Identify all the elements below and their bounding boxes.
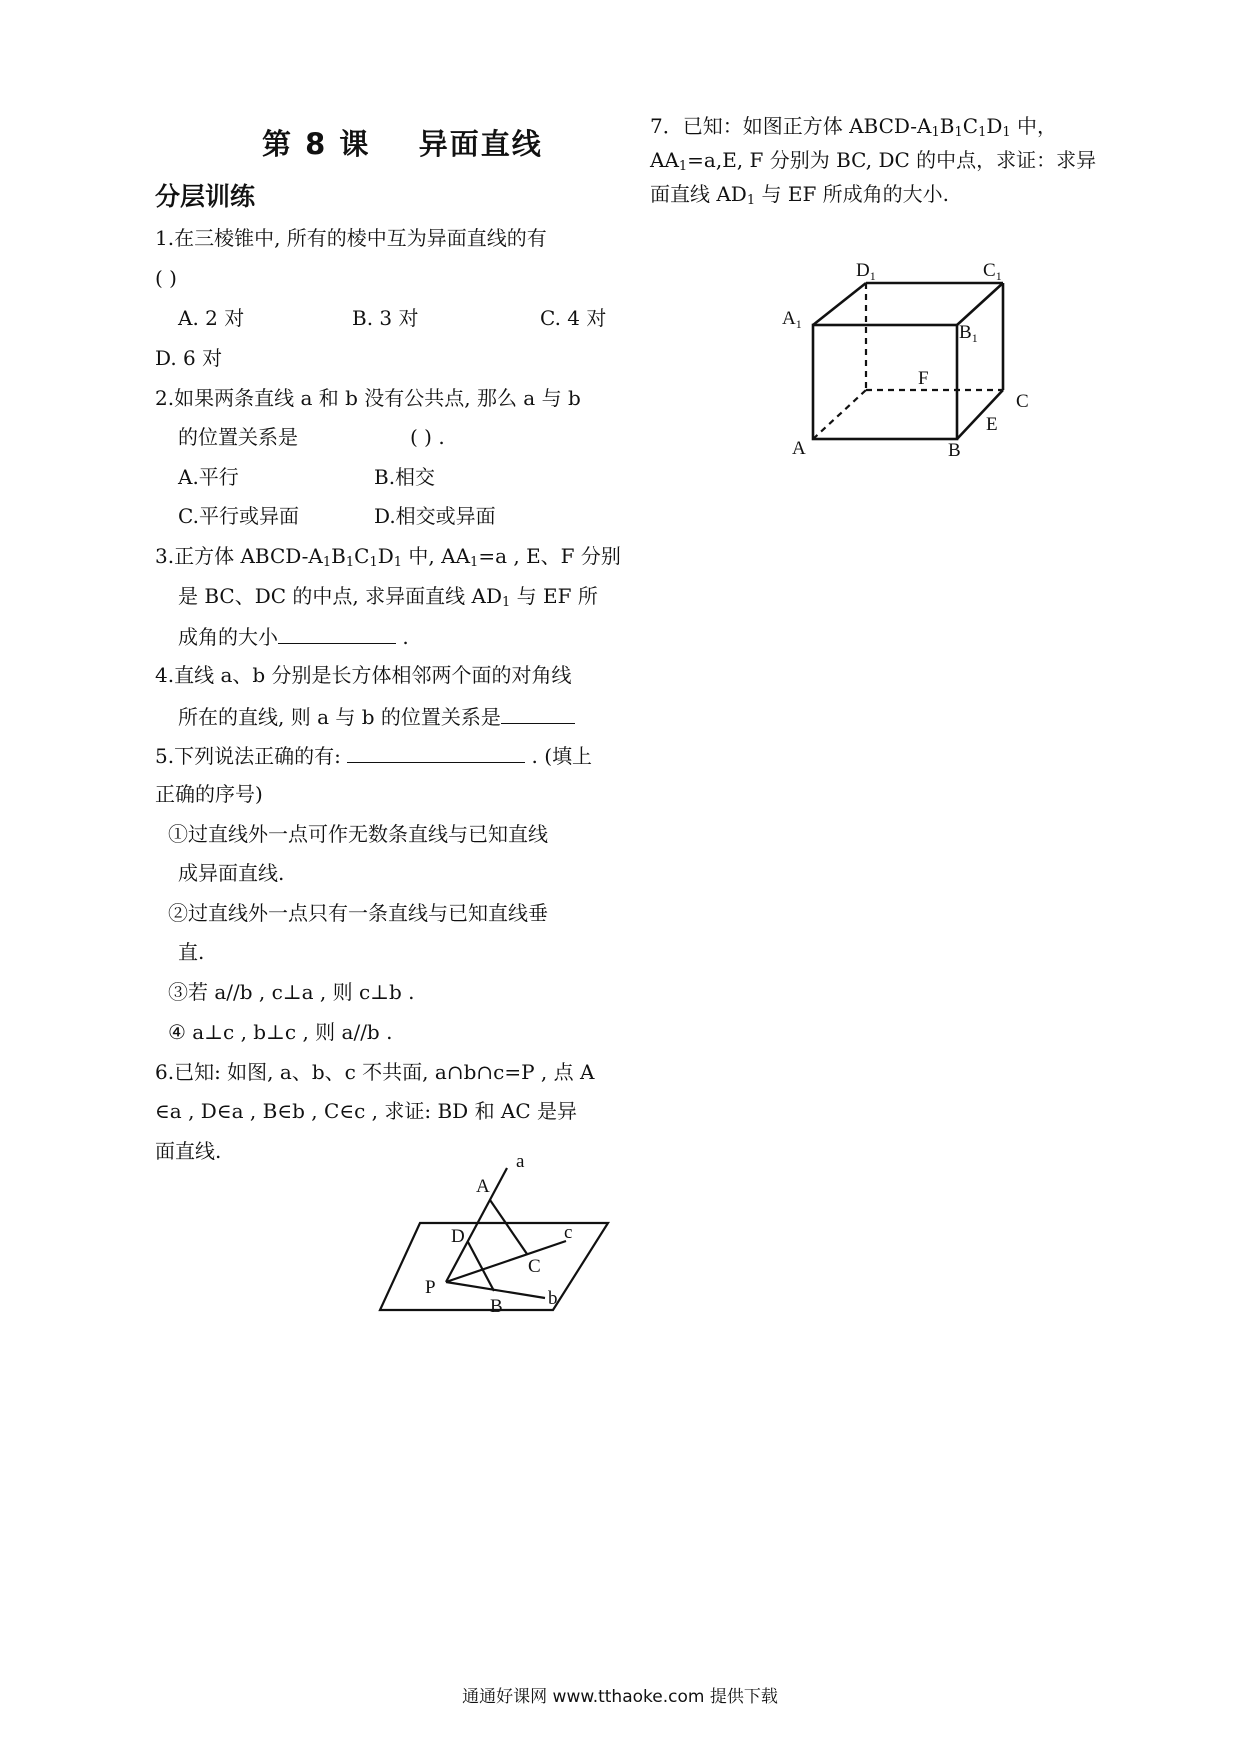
- label-D1: $D_1$: [856, 260, 876, 283]
- q5-statement-1b: 成异面直线.: [178, 861, 285, 885]
- q5-statement-3: ③若 a//b , c⊥a , 则 c⊥b .: [168, 980, 415, 1004]
- label-A: A: [792, 438, 806, 459]
- q3-line3: 成角的大小 .: [178, 625, 409, 649]
- label-A: A: [476, 1176, 490, 1197]
- edge-A1D1: [813, 283, 866, 325]
- label-C1: $C_1$: [983, 260, 1002, 283]
- q2-option-c: C.平行或异面: [178, 504, 299, 528]
- q7-cube-figure: [770, 252, 1070, 472]
- q2-stem-line1: 2.如果两条直线 a 和 b 没有公共点, 那么 a 与 b: [155, 386, 581, 410]
- q5-statement-1a: ①过直线外一点可作无数条直线与已知直线: [168, 822, 548, 846]
- q3-line1: 3.正方体 ABCD-$A_1B_1C_1D_1$ 中, $AA_1=a$ , E、F 分别: [155, 544, 621, 570]
- q2-option-a: A.平行: [178, 465, 239, 489]
- page-title: 第 8 课 异面直线: [262, 127, 543, 161]
- q1-option-b: B. 3 对: [352, 306, 419, 330]
- q4-line1: 4.直线 a、b 分别是长方体相邻两个面的对角线: [155, 663, 572, 687]
- q1-option-c: C. 4 对: [540, 306, 607, 330]
- q1-option-a: A. 2 对: [178, 306, 245, 330]
- q4-line2: 所在的直线, 则 a 与 b 的位置关系是: [178, 705, 575, 727]
- q2-option-b: B.相交: [374, 465, 436, 489]
- label-b: b: [548, 1288, 558, 1309]
- page-footer: 通通好课网 www.tthaoke.com 提供下载: [462, 1687, 778, 1707]
- q2-option-d: D.相交或异面: [374, 504, 496, 528]
- q6-line1: 6.已知: 如图, a、b、c 不共面, a∩b∩c=P , 点 A: [155, 1060, 595, 1084]
- q5-statement-4: ④ a⊥c , b⊥c , 则 a//b .: [168, 1020, 393, 1044]
- q5-statement-2a: ②过直线外一点只有一条直线与已知直线垂: [168, 901, 548, 925]
- q4-answer-blank: [501, 705, 575, 724]
- label-B: B: [948, 440, 961, 461]
- cube-front-face: [813, 325, 957, 439]
- label-E: E: [986, 414, 998, 435]
- q6-figure: [370, 1148, 630, 1328]
- label-c: c: [564, 1222, 573, 1243]
- edge-B1C1: [957, 283, 1003, 325]
- q5-statement-2b: 直.: [178, 940, 205, 964]
- q3-answer-blank: [278, 625, 396, 644]
- q1-stem-line1: 1.在三棱锥中, 所有的棱中互为异面直线的有: [155, 226, 547, 250]
- label-P: P: [425, 1277, 436, 1298]
- label-A1: $A_1$: [782, 308, 802, 331]
- q5-line2: 正确的序号): [155, 782, 263, 806]
- q2-answer-paren: ( ) .: [410, 425, 445, 449]
- q5-answer-blank: [347, 744, 525, 763]
- q7-line2: $AA_1=a,E$, F 分别为 BC, DC 的中点，求证：求异: [650, 148, 1097, 174]
- q7-line3: 面直线 $AD_1$ 与 EF 所成角的大小.: [650, 182, 950, 208]
- q7-line1: 7．已知：如图正方体 ABCD-$A_1B_1C_1D_1$ 中，: [650, 114, 1058, 140]
- q6-line3: 面直线.: [155, 1139, 222, 1163]
- section-heading: 分层训练: [155, 182, 256, 211]
- q6-line2: ∈a , D∈a , B∈b , C∈c , 求证: BD 和 AC 是异: [155, 1099, 578, 1123]
- label-C: C: [1016, 391, 1029, 412]
- q5-line1: 5.下列说法正确的有: . (填上: [155, 744, 593, 768]
- q3-line2: 是 BC、DC 的中点, 求异面直线 $AD_1$ 与 EF 所: [178, 584, 598, 610]
- label-B1: $B_1$: [959, 322, 978, 345]
- label-a: a: [516, 1151, 525, 1172]
- q2-stem-line2: 的位置关系是: [178, 425, 298, 449]
- q1-option-d: D. 6 对: [155, 346, 223, 370]
- label-C: C: [528, 1256, 541, 1277]
- q1-stem-line2: ( ): [155, 266, 177, 290]
- segment-AC: [490, 1200, 527, 1254]
- label-D: D: [451, 1226, 465, 1247]
- label-F: F: [918, 368, 929, 389]
- hidden-edge-AD: [813, 390, 866, 439]
- label-B: B: [490, 1296, 503, 1317]
